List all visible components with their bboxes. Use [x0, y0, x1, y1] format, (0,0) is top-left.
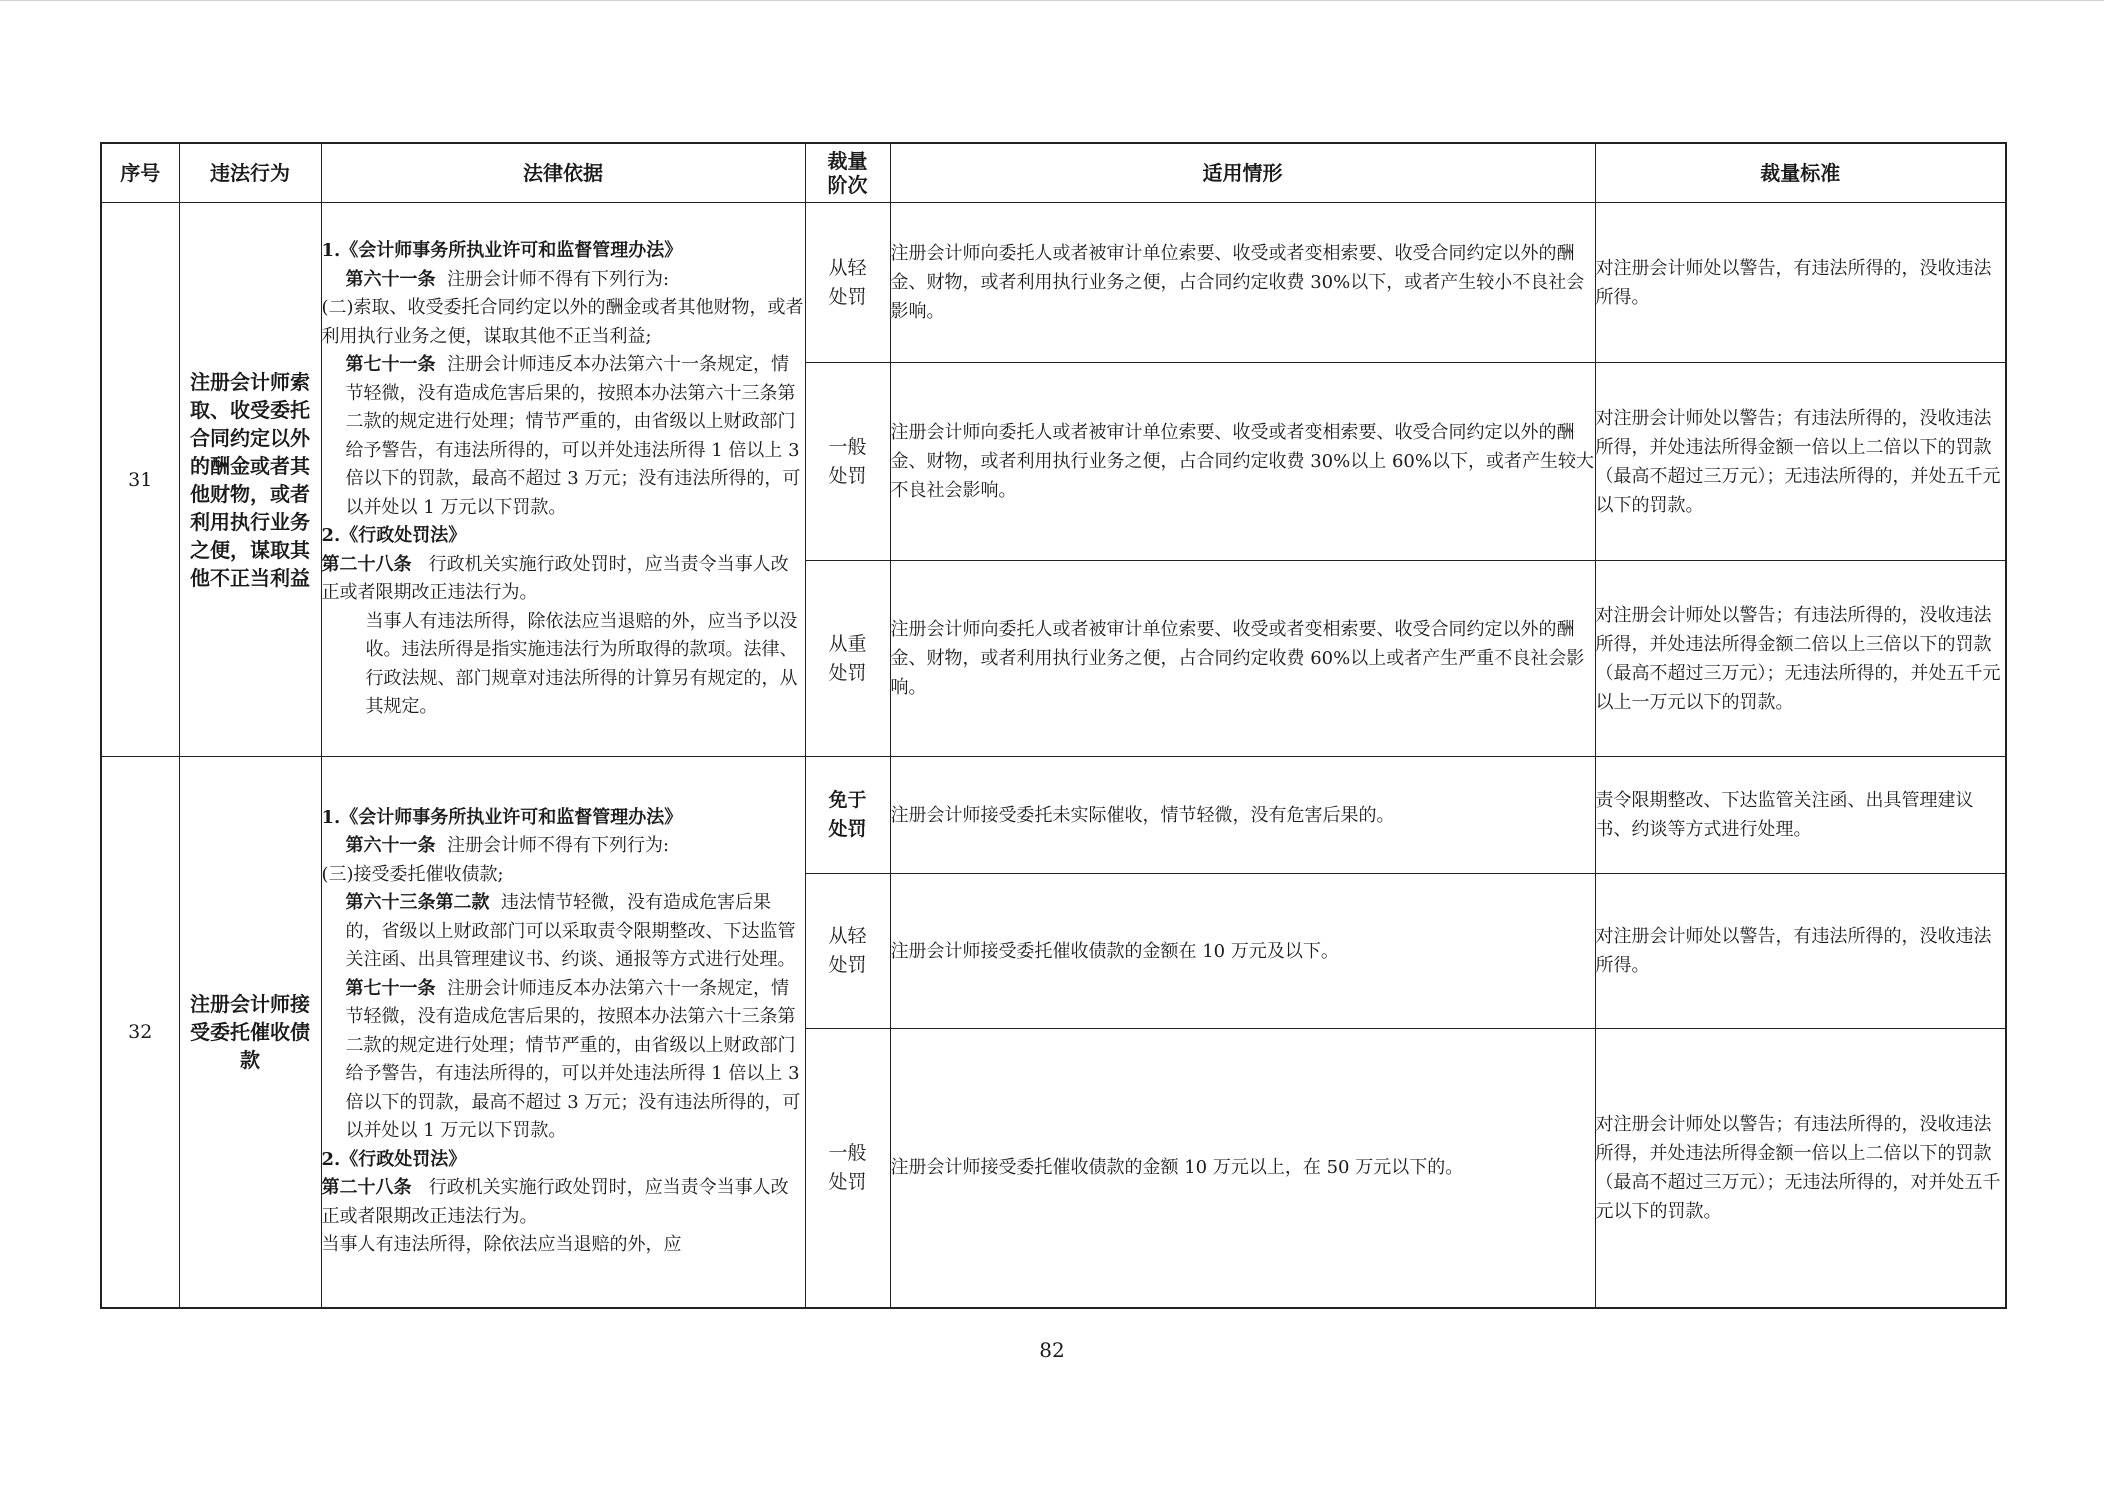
row-level: 从轻处罚: [805, 874, 890, 1029]
basis-article: 第六十一条 注册会计师不得有下列行为:: [345, 268, 670, 290]
header-situation: 适用情形: [890, 143, 1595, 203]
row-standard: 责令限期整改、下达监管关注函、出具管理建议书、约谈等方式进行处理。: [1595, 757, 2006, 874]
basis-clause: (三)接受委托催收债款;: [321, 863, 504, 885]
row-violation: 注册会计师接受委托催收债款: [179, 757, 321, 1308]
row-situation: 注册会计师接受委托催收债款的金额在 10 万元及以下。: [890, 874, 1595, 1029]
row-level: 一般处罚: [805, 1029, 890, 1308]
row-legal-basis: [321, 203, 805, 757]
row-situation: 注册会计师向委托人或者被审计单位索要、收受或者变相索要、收受合同约定以外的酬金、财物，或者利用执行业务之便，占合同约定收费 30%以上 60%以下，或者产生较大不良社会影响。: [890, 363, 1595, 561]
basis-law-title: 1.《会计师事务所执业许可和监督管理办法》: [321, 806, 683, 828]
header-standard: 裁量标准: [1595, 143, 2006, 203]
row-level: 从重处罚: [805, 561, 890, 757]
row-seq: 31: [101, 203, 179, 757]
basis-article: 第六十三条第二款 违法情节轻微，没有造成危害后果的，省级以上财政部门可以采取责令限期整改、下达监管关注函、出具管理建议书、约谈、通报等方式进行处理。: [345, 892, 796, 971]
row-situation: 注册会计师向委托人或者被审计单位索要、收受或者变相索要、收受合同约定以外的酬金、财物，或者利用执行业务之便，占合同约定收费 30%以下，或者产生较小不良社会影响。: [890, 203, 1595, 363]
basis-article: 第六十一条 注册会计师不得有下列行为:: [345, 835, 670, 857]
page-top-edge: [0, 0, 2104, 1]
row-level: 一般处罚: [805, 363, 890, 561]
basis-article: 第二十八条 行政机关实施行政处罚时，应当责令当事人改正或者限期改正违法行为。: [321, 553, 789, 604]
row-violation: 注册会计师索取、收受委托合同约定以外的酬金或者其他财物，或者利用执行业务之便，谋取其他不正当利益: [179, 203, 321, 757]
row-standard: 对注册会计师处以警告；有违法所得的，没收违法所得，并处违法所得金额二倍以上三倍以下的罚款（最高不超过三万元）；无违法所得的，并处五千元以上一万元以下的罚款。: [1595, 561, 2006, 757]
row-situation: 注册会计师接受委托未实际催收，情节轻微，没有危害后果的。: [890, 757, 1595, 874]
row-seq: 32: [101, 757, 179, 1308]
basis-article: 第二十八条 行政机关实施行政处罚时，应当责令当事人改正或者限期改正违法行为。: [321, 1177, 789, 1227]
row-situation: 注册会计师接受委托催收债款的金额 10 万元以上，在 50 万元以下的。: [890, 1029, 1595, 1308]
header-violation: 违法行为: [179, 143, 321, 203]
header-seq: 序号: [101, 143, 179, 203]
row-legal-basis: [321, 757, 805, 1308]
basis-clause: (二)索取、收受委托合同约定以外的酬金或者其他财物，或者利用执行业务之便，谋取其他不正当利益;: [321, 297, 804, 347]
header-legal-basis: 法律依据: [321, 143, 805, 203]
row-level: 免于处罚: [805, 757, 890, 874]
row-standard: 对注册会计师处以警告，有违法所得的，没收违法所得。: [1595, 874, 2006, 1029]
table-header-row: [101, 143, 2006, 203]
basis-law-title: 2.《行政处罚法》: [321, 1148, 467, 1170]
table-row: [101, 757, 2006, 874]
basis-article: 第七十一条 注册会计师违反本办法第六十一条规定，情节轻微，没有造成危害后果的，按照本办法第六十三条第二款的规定进行处理；情节严重的，由省级以上财政部门给予警告，有违法所得的，可以并处违法所得 1 倍以上 3 倍以下的罚款，最高不超过 3 万元；没有违法所得的，可以并处以 1 万元以下罚款。: [345, 977, 801, 1142]
basis-article: 第七十一条 注册会计师违反本办法第六十一条规定，情节轻微，没有造成危害后果的，按照本办法第六十三条第二款的规定进行处理；情节严重的，由省级以上财政部门给予警告，有违法所得的，可以并处违法所得 1 倍以上 3 倍以下的罚款，最高不超过 3 万元；没有违法所得的，可以并处以 1 万元以下罚款。: [345, 354, 801, 518]
row-level: 从轻处罚: [805, 203, 890, 363]
row-standard: 对注册会计师处以警告，有违法所得的，没收违法所得。: [1595, 203, 2006, 363]
basis-paragraph: 当事人有违法所得，除依法应当退赔的外，应: [321, 1234, 682, 1256]
basis-paragraph: 当事人有违法所得，除依法应当退赔的外，应当予以没收。违法所得是指实施违法行为所取得的款项。法律、行政法规、部门规章对违法所得的计算另有规定的，从其规定。: [365, 610, 798, 718]
page-number: 82: [1039, 1338, 1065, 1362]
table-row: [101, 203, 2006, 363]
basis-law-title: 2.《行政处罚法》: [321, 525, 467, 547]
discretion-standards-table: [100, 142, 2007, 1309]
basis-law-title: 1.《会计师事务所执业许可和监督管理办法》: [321, 240, 683, 262]
header-level: 裁量阶次: [805, 143, 890, 203]
row-standard: 对注册会计师处以警告；有违法所得的，没收违法所得，并处违法所得金额一倍以上二倍以下的罚款（最高不超过三万元）；无违法所得的，对并处五千元以下的罚款。: [1595, 1029, 2006, 1308]
row-situation: 注册会计师向委托人或者被审计单位索要、收受或者变相索要、收受合同约定以外的酬金、财物，或者利用执行业务之便，占合同约定收费 60%以上或者产生严重不良社会影响。: [890, 561, 1595, 757]
row-standard: 对注册会计师处以警告；有违法所得的，没收违法所得，并处违法所得金额一倍以上二倍以下的罚款（最高不超过三万元）；无违法所得的，并处五千元以下的罚款。: [1595, 363, 2006, 561]
